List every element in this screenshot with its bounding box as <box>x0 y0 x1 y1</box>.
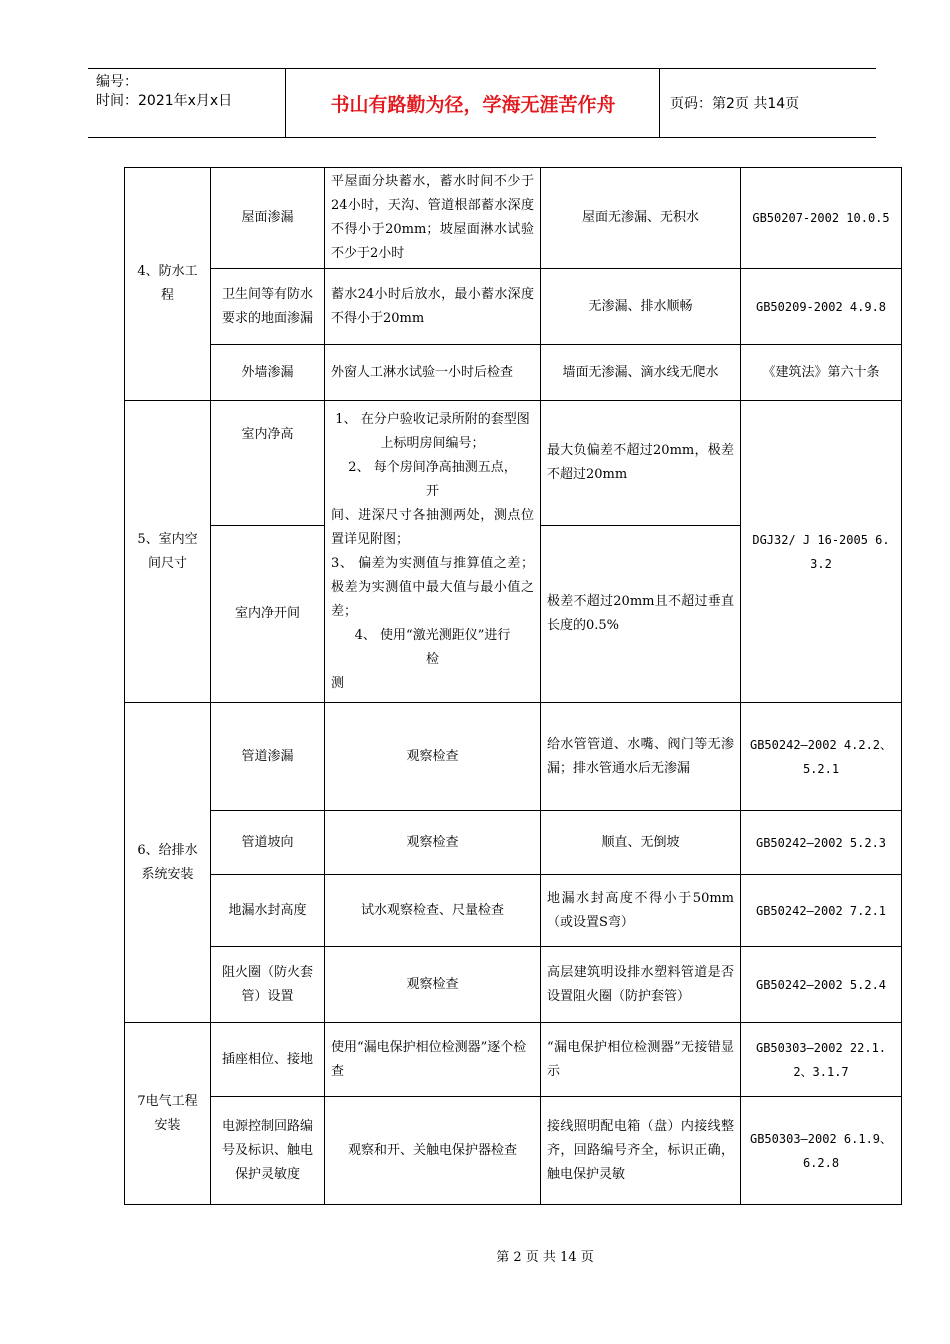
method-line: 开 <box>425 483 439 499</box>
table-row <box>125 1097 902 1205</box>
standard-cell: 极差不超过20mm且不超过垂直长度的0.5% <box>541 526 741 703</box>
method-line: 3、 偏差为实测值与推算值之差；极差为实测值中最大值与最小值之差； <box>331 555 534 619</box>
table-row <box>125 1023 902 1097</box>
standard-cell: 顺直、无倒坡 <box>541 811 741 875</box>
table-row <box>125 401 902 526</box>
method-line: 检 <box>425 651 439 667</box>
standard-cell: 无渗漏、排水顺畅 <box>541 269 741 345</box>
table-row <box>125 345 902 401</box>
reference-cell: GB50303—2002 22.1.2、3.1.7 <box>741 1023 902 1097</box>
reference-cell: GB50207-2002 10.0.5 <box>741 168 902 269</box>
document-number: 编号： <box>96 74 138 90</box>
reference-cell: GB50242—2002 4.2.2、5.2.1 <box>741 703 902 811</box>
item-cell: 管道坡向 <box>211 811 325 875</box>
standard-cell: 墙面无渗漏、滴水线无爬水 <box>541 345 741 401</box>
page-header <box>88 68 876 138</box>
item-cell: 管道渗漏 <box>211 703 325 811</box>
standard-cell: 给水管管道、水嘴、阀门等无渗漏；排水管通水后无渗漏 <box>541 703 741 811</box>
method-line: 2、 每个房间净高抽测五点， <box>348 459 517 475</box>
header-motto: 书山有路勤为径，学海无涯苦作舟 <box>287 69 660 137</box>
item-cell: 屋面渗漏 <box>211 168 325 269</box>
method-line: 4、 使用“激光测距仪”进行 <box>354 627 511 643</box>
category-cell: 5、室内空间尺寸 <box>125 401 211 703</box>
reference-cell: GB50209-2002 4.9.8 <box>741 269 902 345</box>
category-cell: 6、给排水系统安装 <box>125 703 211 1023</box>
reference-cell: GB50303—2002 6.1.9、6.2.8 <box>741 1097 902 1205</box>
item-cell: 阻火圈（防火套管）设置 <box>211 947 325 1023</box>
method-line: 间、进深尺寸各抽测两处，测点位置详见附图； <box>331 507 534 547</box>
item-cell: 室内净高 <box>211 401 325 526</box>
header-page-number: 页码：第2页 共14页 <box>670 96 800 112</box>
method-cell <box>325 401 541 703</box>
table-row <box>125 269 902 345</box>
method-cell: 使用“漏电保护相位检测器”逐个检查 <box>325 1023 541 1097</box>
category-cell: 4、防水工程 <box>125 168 211 401</box>
method-cell: 观察检查 <box>325 811 541 875</box>
category-cell: 7电气工程安装 <box>125 1023 211 1205</box>
table-row <box>125 811 902 875</box>
table-row <box>125 947 902 1023</box>
standard-cell: 地漏水封高度不得小于50mm（或设置S弯） <box>541 875 741 947</box>
standard-cell: 屋面无渗漏、无积水 <box>541 168 741 269</box>
table-row <box>125 703 902 811</box>
table-row <box>125 875 902 947</box>
method-cell: 蓄水24小时后放水，最小蓄水深度不得小于20mm <box>325 269 541 345</box>
standard-cell: “漏电保护相位检测器”无接错显示 <box>541 1023 741 1097</box>
method-line: 测 <box>331 675 345 691</box>
header-meta <box>88 69 286 137</box>
table-row <box>125 168 902 269</box>
method-cell: 观察检查 <box>325 703 541 811</box>
acceptance-table <box>124 167 902 1205</box>
item-cell: 插座相位、接地 <box>211 1023 325 1097</box>
item-cell: 卫生间等有防水要求的地面渗漏 <box>211 269 325 345</box>
method-cell: 平屋面分块蓄水，蓄水时间不少于24小时，天沟、管道根部蓄水深度不得小于20mm；坡屋面淋水试验不少于2小时 <box>325 168 541 269</box>
method-cell: 观察和开、关触电保护器检查 <box>325 1097 541 1205</box>
item-cell: 外墙渗漏 <box>211 345 325 401</box>
item-cell: 地漏水封高度 <box>211 875 325 947</box>
method-cell: 观察检查 <box>325 947 541 1023</box>
standard-cell: 高层建筑明设排水塑料管道是否设置阻火圈（防护套管） <box>541 947 741 1023</box>
reference-cell: DGJ32/ J 16-2005 6.3.2 <box>741 401 902 703</box>
reference-cell: GB50242—2002 7.2.1 <box>741 875 902 947</box>
reference-cell: GB50242—2002 5.2.3 <box>741 811 902 875</box>
item-cell: 电源控制回路编号及标识、触电保护灵敏度 <box>211 1097 325 1205</box>
page-footer: 第 2 页 共 14 页 <box>496 1250 594 1265</box>
document-time: 时间：2021年x月x日 <box>96 93 233 109</box>
reference-cell: 《建筑法》第六十条 <box>741 345 902 401</box>
reference-cell: GB50242—2002 5.2.4 <box>741 947 902 1023</box>
method-cell: 试水观察检查、尺量检查 <box>325 875 541 947</box>
standard-cell: 接线照明配电箱（盘）内接线整齐，回路编号齐全，标识正确，触电保护灵敏 <box>541 1097 741 1205</box>
standard-cell: 最大负偏差不超过20mm，极差不超过20mm <box>541 401 741 526</box>
method-line: 1、 在分户验收记录所附的套型图上标明房间编号； <box>335 411 530 451</box>
method-cell: 外窗人工淋水试验一小时后检查 <box>325 345 541 401</box>
item-cell: 室内净开间 <box>211 526 325 703</box>
